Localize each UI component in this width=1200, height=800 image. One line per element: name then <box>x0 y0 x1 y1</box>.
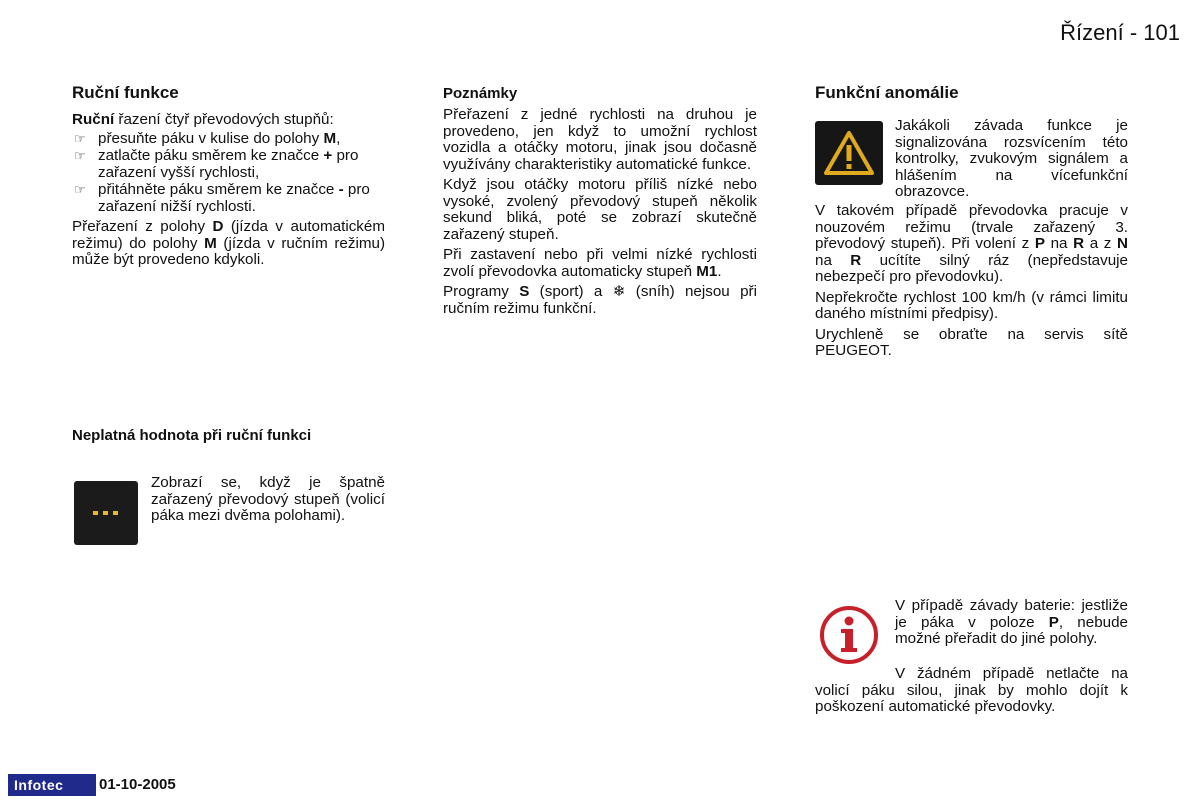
list-item: ☞ přitáhněte páku směrem ke značce - pro zařazení nižší rychlosti. <box>74 181 370 215</box>
note-paragraph-4: Programy S (sport) a ❄ (sníh) nejsou při ručním režimu funkční. <box>443 283 757 317</box>
column-manual-function <box>72 83 385 269</box>
info-text: V případě závady baterie: jestliže je páka v poloze P, nebude možné přeřadit do jiné polohy. <box>895 597 1128 647</box>
invalid-text: Zobrazí se, když je špatně zařazený převodový stupeň (volicí páka mezi dvěma polohami). <box>151 474 385 524</box>
note-paragraph-3: Při zastavení nebo při velmi nízké rychlosti zvolí převodovka automaticky stupeň M1. <box>443 246 757 280</box>
dots-icon <box>74 481 138 545</box>
column-notes <box>443 85 757 317</box>
section-title-anomaly: Funkční anomálie <box>815 83 959 102</box>
manual-paragraph: Přeřazení z polohy D (jízda v automatickém režimu) do polohy M (jízda v ručním režimu) může být provedeno kdykoli. <box>72 218 386 268</box>
manual-intro: Ruční řazení čtyř převodových stupňů: <box>72 111 334 128</box>
footer-date: 01-10-2005 <box>99 776 176 793</box>
section-title-manual: Ruční funkce <box>72 83 179 102</box>
section-title-notes: Poznámky <box>443 85 518 102</box>
note-paragraph-1: Přeřazení z jedné rychlosti na druhou je provedeno, jen když to umožní rychlost vozidla a otáčky motoru, jinak jsou dočasně využívány charakteristiky automatické funkce. <box>443 106 757 173</box>
manual-bullet-list <box>72 131 385 216</box>
section-title-invalid: Neplatná hodnota při ruční funkci <box>72 427 312 444</box>
list-item: ☞ zatlačte páku směrem ke značce + pro zařazení vyšší rychlosti, <box>74 147 359 181</box>
anomaly-paragraph-3: Urychleně se obraťte na servis sítě PEUGEOT. <box>815 325 1128 359</box>
list-item: ☞ přesuňte páku v kulise do polohy M, <box>74 129 341 147</box>
snowflake-icon: ❄ <box>612 283 626 300</box>
warning-text: Jakákoli závada funkce je signalizována rozsvícením této kontrolky, zvukovým signálem a hlášením na vícefunkční obrazovce. <box>895 117 1128 200</box>
page-header: Řízení - 101 <box>1060 20 1180 45</box>
pointing-hand-icon: ☞ <box>74 148 86 163</box>
info-icon <box>818 604 880 666</box>
info-paragraph-2: V žádném případě netlačte na volicí páku silou, jinak by mohlo dojít k poškození automatické převodovky. <box>815 665 1128 715</box>
pointing-hand-icon: ☞ <box>74 182 86 197</box>
warning-triangle-icon <box>815 121 883 185</box>
anomaly-body <box>815 203 1128 360</box>
note-paragraph-2: Když jsou otáčky motoru příliš nízké nebo vysoké, zvolený převodový stupeň několik sekund bliká, poté se zobrazí skutečně zařazený stupeň. <box>443 176 757 243</box>
infotec-logo: Infotec <box>8 774 96 796</box>
pointing-hand-icon: ☞ <box>74 130 86 146</box>
anomaly-paragraph-1: V takovém případě převodovka pracuje v nouzovém režimu (trvale zařazený 3. převodový stupeň). Při volení z P na R a z N na R ucítíte silný ráz (nepředstavuje nebezpečí pro převodovku). <box>815 202 1129 285</box>
anomaly-paragraph-2: Nepřekročte rychlost 100 km/h (v rámci limitu daného místními předpisy). <box>815 288 1128 322</box>
